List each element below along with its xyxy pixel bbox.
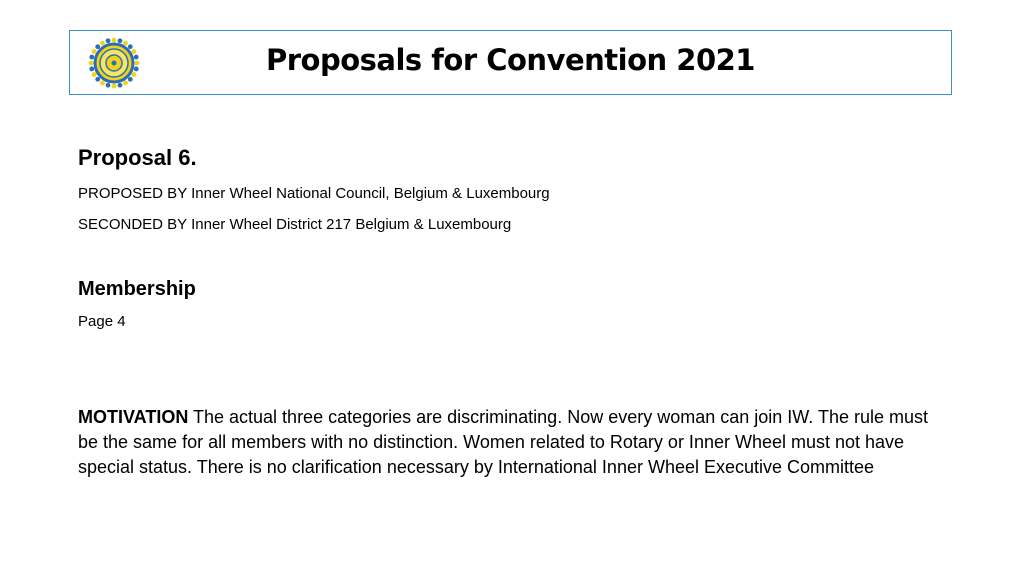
page-title: Proposals for Convention 2021 [266,43,755,77]
section-title: Membership [78,278,196,300]
page-reference: Page 4 [78,313,126,330]
proposal-heading: Proposal 6. [78,145,197,170]
motivation-label: MOTIVATION [78,407,189,427]
seconded-by-line: SECONDED BY Inner Wheel District 217 Belgium & Luxembourg [78,216,512,233]
motivation-paragraph [78,405,938,480]
proposed-by-line: PROPOSED BY Inner Wheel National Council, Belgium & Luxembourg [78,185,550,202]
motivation-text: The actual three categories are discriminating. Now every woman can join IW. The rule must be the same for all members with no distinction. Women related to Rotary or Inner Wheel must not have special status. There is no clarification necessary by International Inner Wheel Executive Committee [78,407,928,477]
header-box [69,30,952,95]
